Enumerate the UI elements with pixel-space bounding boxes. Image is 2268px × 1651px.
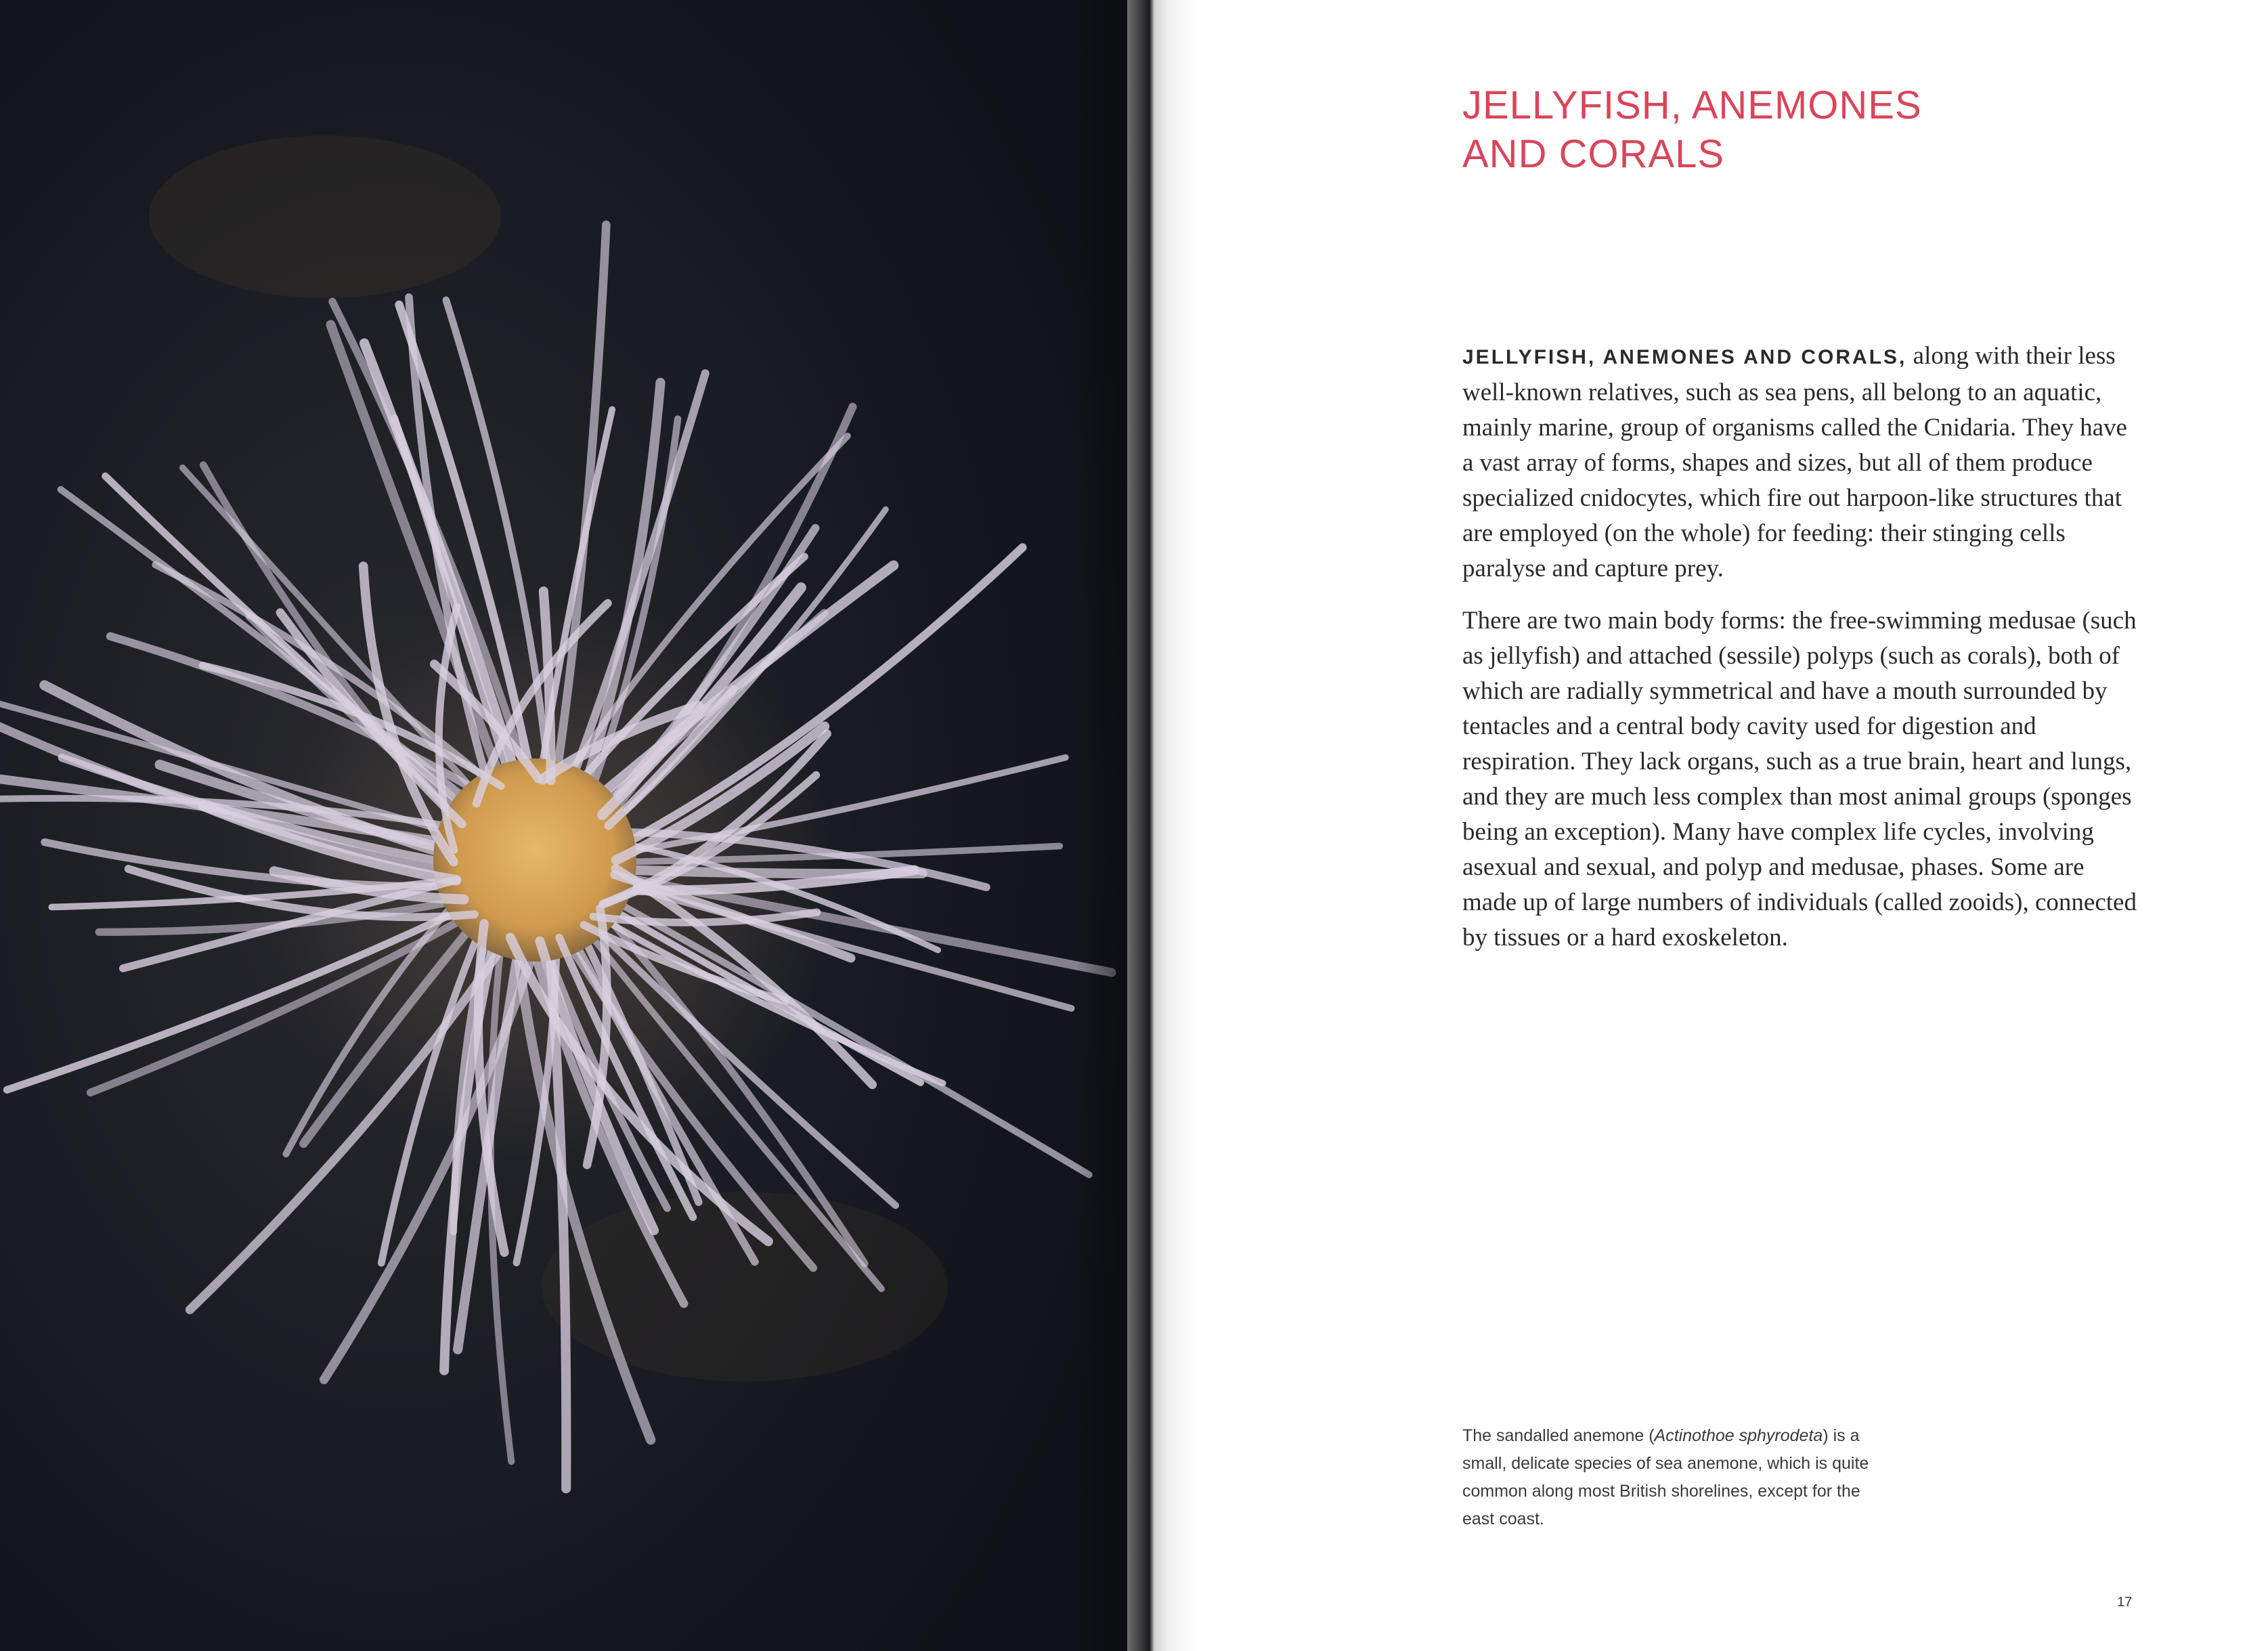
text-page (1198, 0, 2268, 1651)
book-gutter (1076, 0, 1198, 1651)
anemone-photo (0, 0, 1127, 1651)
page-number: 17 (2117, 1595, 2133, 1610)
body-paragraph-2: There are two main body forms: the free-swimming medusae (such as jellyfish) and attached (sessile) polyps (such as corals), both of which are radially symmetrical and have a mouth surrounded by tentacles and a central body cavity used for digestion and respiration. They lack organs, such as a true brain, heart and lungs, and they are much less complex than most animal groups (sponges being an exception). Many have complex life cycles, involving asexual and sexual, and polyp and medusae, phases. Some are made up of large numbers of individuals (called zooids), connected by tissues or a hard exoskeleton. (1462, 607, 2137, 951)
caption-species-name: Actinothoe sphyrodeta (1654, 1426, 1823, 1445)
photo-caption (1462, 1422, 1896, 1533)
paragraph-1-text: along with their less well-known relatives, such as sea pens, all belong to an aquatic, mainly marine, group of organisms called the Cnidaria. They have a vast array of forms, shapes and sizes, but all of them produce specialized cnidocytes, which fire out harpoon-like structures that are employed (on the whole) for feeding: their stinging cells paralyse and capture prey. (1462, 342, 2127, 582)
chapter-title (1462, 81, 2072, 179)
caption-text-end: ) is a small, delicate species of sea anemone, which is quite common along most British shorelines, except for the east coast. (1462, 1426, 1869, 1528)
seabed-patch (149, 135, 501, 298)
body-paragraph-1 (1462, 339, 2139, 586)
chapter-title-line-1: JELLYFISH, ANEMONES (1462, 83, 1922, 127)
lead-in-caps: JELLYFISH, ANEMONES AND CORALS, (1462, 346, 1907, 368)
caption-text-start: The sandalled anemone ( (1462, 1426, 1655, 1445)
chapter-title-line-2: AND CORALS (1462, 132, 1725, 176)
body-text (1462, 339, 2139, 972)
anemone-illustration (0, 0, 1127, 1651)
